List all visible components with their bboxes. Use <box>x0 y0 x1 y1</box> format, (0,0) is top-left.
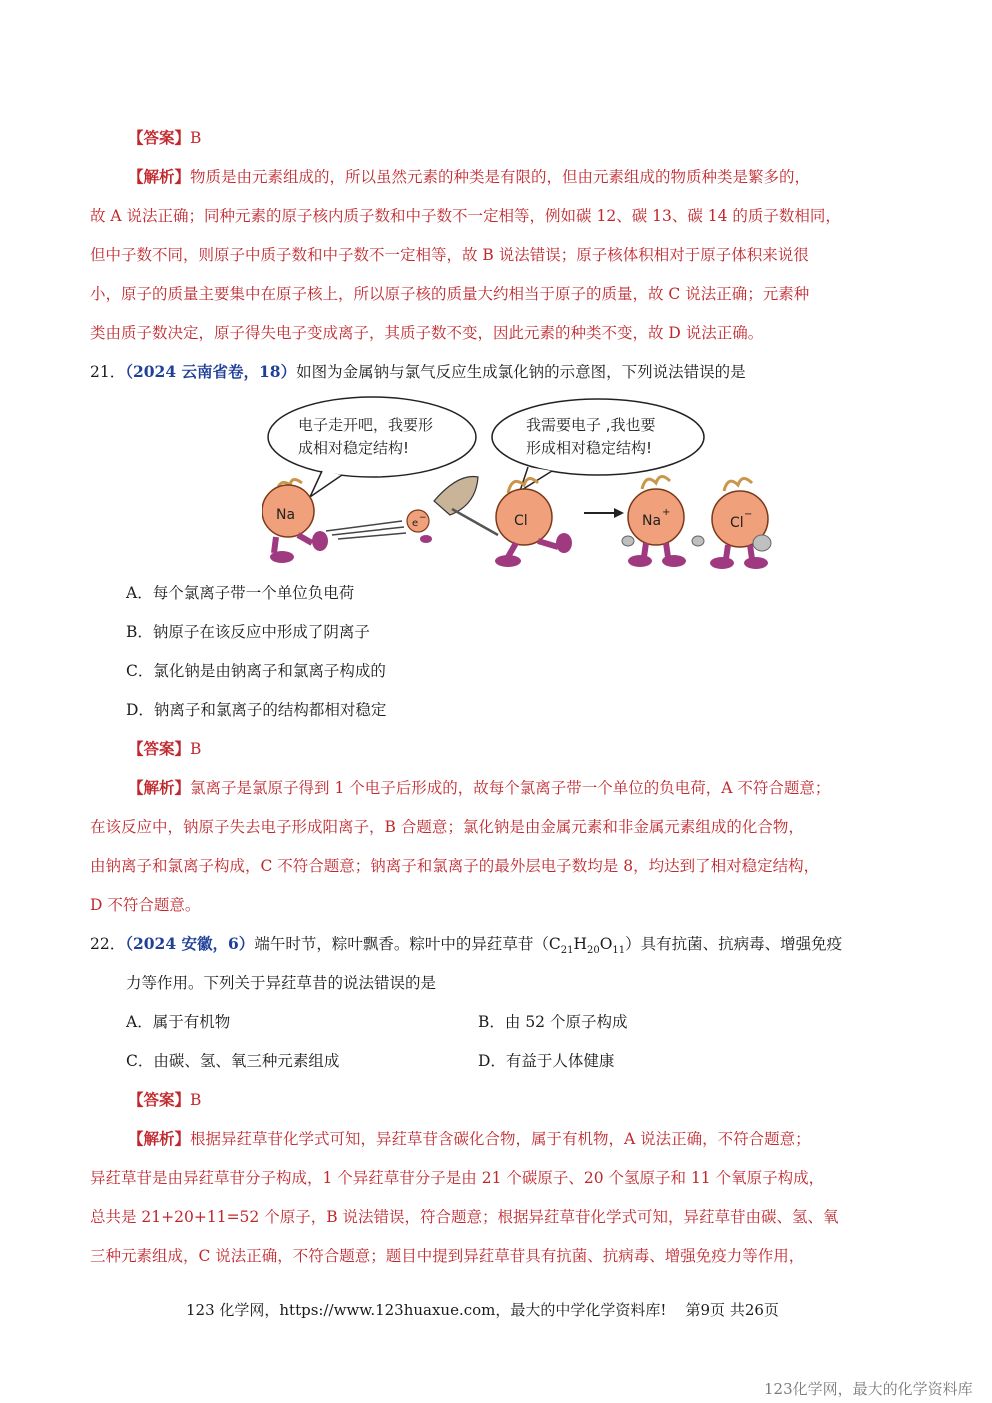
label-cl: Cl <box>514 513 528 529</box>
q21-analysis-line: 由钠离子和氯离子构成，C 不符合题意；钠离子和氯离子的最外层电子数均是 8，均达到了相对稳定结构， <box>90 857 820 875</box>
question-number: 22． <box>90 935 126 953</box>
bubble-right-text-2: 形成相对稳定结构! <box>526 439 653 457</box>
chlorine-atom-character <box>495 478 572 567</box>
q21-option-c[interactable]: C．氯化钠是由钠离子和氯离子构成的 <box>126 662 386 680</box>
label-na-ion: Na <box>642 513 662 529</box>
watermark: 123化学网，最大的化学资料库 <box>764 1380 973 1398</box>
answer-tag: 【答案】 <box>128 128 191 147</box>
electron-character <box>407 510 432 543</box>
footer-link-text[interactable]: 123 化学网，https://www.123huaxue.com，最大的中学化学资料库! <box>186 1301 667 1319</box>
motion-lines <box>326 521 406 539</box>
chemical-formula: $C_{21}H_{20}O_{11}$ <box>548 935 626 957</box>
q22-option-d[interactable]: D．有益于人体健康 <box>478 1052 615 1070</box>
q21-option-b[interactable]: B．钠原子在该反应中形成了阴离子 <box>126 623 370 641</box>
sodium-chlorine-figure <box>262 393 780 575</box>
label-na-charge: + <box>662 507 671 518</box>
answer-value: B <box>190 740 202 758</box>
q21-option-d[interactable]: D．钠离子和氯离子的结构都相对稳定 <box>126 701 387 719</box>
q22-analysis-line: 三种元素组成，C 说法正确，不符合题意；题目中提到异荭草苷具有抗菌、抗病毒、增强免疫力等作用， <box>90 1247 805 1265</box>
q20-analysis-line: 类由质子数决定，原子得失电子变成离子，其质子数不变，因此元素的种类不变，故 D 说法正确。 <box>90 324 764 342</box>
q21-answer <box>128 738 201 760</box>
q22-analysis-line: 异荭草苷是由异荭草苷分子构成，1 个异荭草苷分子是由 21 个碳原子、20 个氢原子和 11 个氧原子构成， <box>90 1169 825 1187</box>
q20-analysis-line: 但中子数不同，则原子中质子数和中子数不一定相等，故 B 说法错误；原子核体积相对于原子体积来说很 <box>90 246 809 264</box>
analysis-tag: 【解析】 <box>128 778 191 797</box>
question-source: （2024 安徽，6） <box>125 934 255 953</box>
label-electron-charge: − <box>419 513 427 523</box>
q21-option-a[interactable]: A．每个氯离子带一个单位负电荷 <box>126 584 355 602</box>
page-number: 第9页 共26页 <box>685 1301 779 1319</box>
label-electron: e <box>412 518 419 529</box>
answer-value: B <box>190 129 202 147</box>
question-number: 21． <box>90 363 126 381</box>
bubble-right-text-1: 我需要电子 ,我也要 <box>526 416 656 434</box>
q22-stem: 22．（2024 安徽，6）端午时节，粽叶飘香。粽叶中的异荭草苷$(C_{21}H_{20}O_{11})$具有抗菌、抗病毒、增强免疫 <box>90 934 843 957</box>
q21-stem <box>90 361 746 383</box>
chloride-ion-character <box>692 478 771 569</box>
page-footer <box>186 1299 779 1320</box>
q22-answer <box>128 1089 201 1111</box>
reaction-arrow <box>584 508 624 518</box>
q21-analysis-line: 在该反应中，钠原子失去电子形成阳离子，B 合题意；氯化钠是由金属元素和非金属元素组成的化合物， <box>90 818 804 836</box>
q20-analysis-line: 小，原子的质量主要集中在原子核上，所以原子核的质量大约相当于原子的质量，故 C 说法正确；元素种 <box>90 285 810 303</box>
analysis-tag: 【解析】 <box>128 1129 191 1148</box>
q22-option-b[interactable]: B．由 52 个原子构成 <box>478 1013 628 1031</box>
question-source: （2024 云南省卷，18） <box>125 362 297 381</box>
answer-tag: 【答案】 <box>128 739 191 758</box>
bubble-left-text-1: 电子走开吧，我要形 <box>298 416 434 434</box>
analysis-tag: 【解析】 <box>128 167 191 186</box>
question-stem: 如图为金属钠与氯气反应生成氯化钠的示意图，下列说法错误的是 <box>296 363 746 381</box>
q22-analysis-line: 总共是 21+20+11=52 个原子，B 说法错误，符合题意；根据异荭草苷化学式可知，异荭草苷由碳、氢、氧 <box>90 1208 839 1226</box>
sodium-ion-character <box>622 476 686 567</box>
answer-tag: 【答案】 <box>128 1090 191 1109</box>
q21-analysis-line: 【解析】氯离子是氯原子得到 1 个电子后形成的，故每个氯离子带一个单位的负电荷，A 不符合题意； <box>128 778 831 797</box>
q20-answer <box>128 127 201 149</box>
q22-option-c[interactable]: C．由碳、氢、氧三种元素组成 <box>126 1052 340 1070</box>
label-na: Na <box>276 507 296 523</box>
bubble-left-text-2: 成相对稳定结构! <box>298 439 410 457</box>
label-cl-ion: Cl <box>730 515 744 531</box>
q21-analysis-line: D 不符合题意。 <box>90 896 201 914</box>
label-cl-charge: − <box>744 509 753 520</box>
speech-bubble-right <box>492 399 704 491</box>
answer-value: B <box>190 1091 202 1109</box>
q22-analysis-line: 【解析】根据异荭草苷化学式可知，异荭草苷含碳化合物，属于有机物，A 说法正确，不符合题意； <box>128 1129 811 1148</box>
q20-analysis-line: 故 A 说法正确；同种元素的原子核内质子数和中子数不一定相等，例如碳 12、碳 13、碳 14 的质子数相同， <box>90 207 841 225</box>
butterfly-net <box>434 477 498 536</box>
q22-option-a[interactable]: A．属于有机物 <box>126 1013 231 1031</box>
q22-stem-line2: 力等作用。下列关于异荭草昔的说法错误的是 <box>126 974 437 992</box>
q20-analysis-line: 【解析】物质是由元素组成的，所以虽然元素的种类是有限的，但由元素组成的物质种类是繁多的， <box>128 167 811 186</box>
